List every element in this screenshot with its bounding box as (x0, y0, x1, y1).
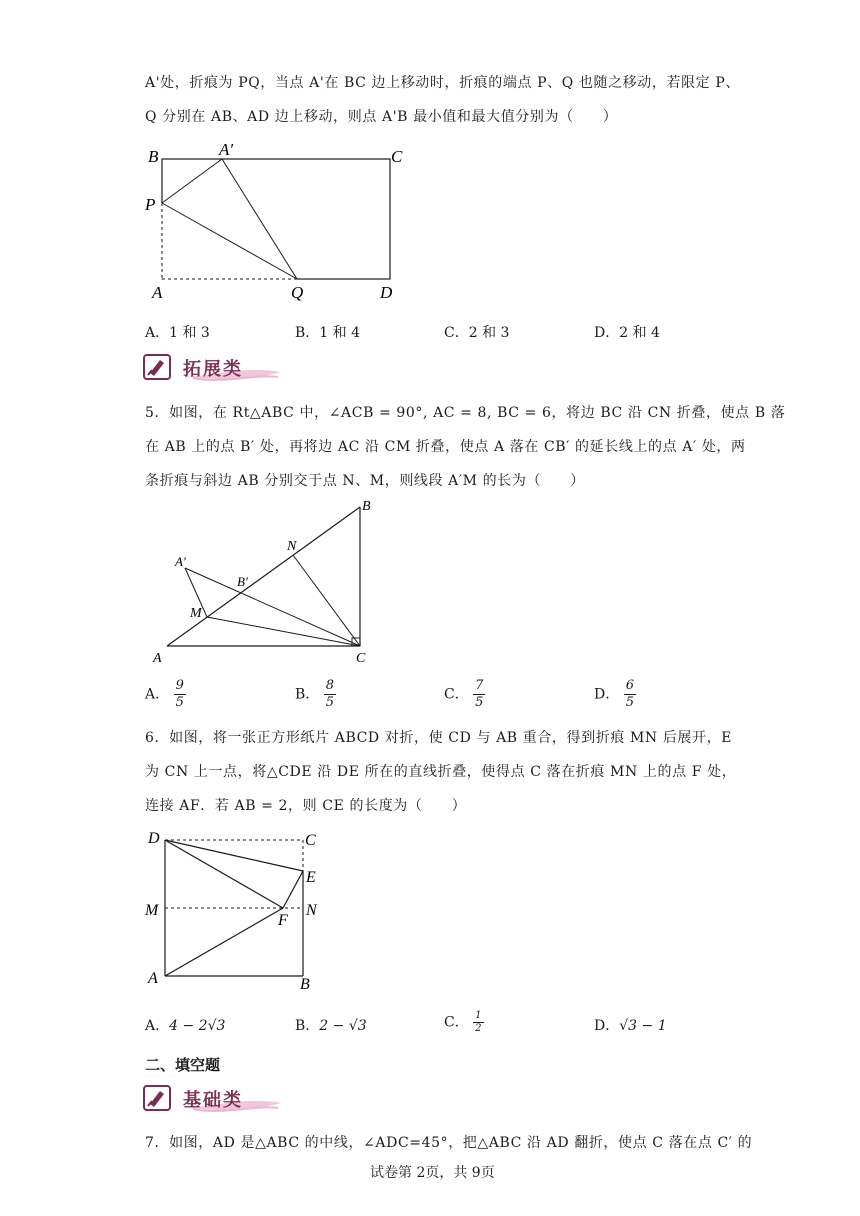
q5-text-line3: 条折痕与斜边 AB 分别交于点 N、M，则线段 A′M 的长为（ ） (145, 473, 585, 489)
q5-text-line1: 5．如图，在 Rt△ABC 中，∠ACB = 90°, AC = 8, BC = 6，将边 BC 沿 CN 折叠，使点 B 落 (145, 405, 786, 421)
pen-badge-icon (143, 354, 173, 384)
label-a: A (153, 651, 162, 666)
label-f: F (278, 912, 288, 929)
label-c: C (305, 832, 316, 849)
q4-figure (140, 140, 420, 305)
segment-df (165, 840, 283, 908)
q6-option-a: A．4 − 2√3 (145, 1018, 226, 1034)
q4-option-d: D．2 和 4 (594, 325, 660, 341)
segment-a-prime-q (222, 159, 297, 279)
label-a: A (152, 283, 163, 302)
q4-option-c: C．2 和 3 (444, 325, 510, 341)
label-b-prime: B′ (237, 574, 248, 589)
q5-option-c: C． $\frac{7}{5}$ (444, 678, 484, 710)
q6-figure (140, 826, 330, 996)
pen-badge-icon (143, 1085, 173, 1115)
section-banner-extension (143, 352, 283, 382)
q6-text-line3: 连接 AF．若 AB = 2，则 CE 的长度为（ ） (145, 798, 467, 814)
label-d: D (148, 830, 160, 847)
label-b: B (300, 976, 310, 993)
rectangle-abcd (162, 159, 390, 279)
segment-fe (283, 871, 303, 908)
fold-line-cn (293, 555, 360, 646)
q6-option-d: D．√3 − 1 (594, 1018, 667, 1034)
q5-option-b: B． $\frac{8}{5}$ (295, 678, 335, 710)
q5-text-line2: 在 AB 上的点 B′ 处，再将边 AC 沿 CM 折叠，使点 A 落在 CB′ 的延长线上的点 A′ 处，两 (145, 439, 746, 455)
section-heading: 二、填空题 (145, 1056, 221, 1074)
q7-text-line1: 7．如图，AD 是△ABC 的中线，∠ADC=45°，把△ABC 沿 AD 翻折，使点 C 落在点 C′ 的 (145, 1135, 753, 1151)
fold-line-pq (162, 203, 297, 279)
label-a-prime: A′ (175, 554, 186, 569)
label-d: D (380, 283, 393, 302)
label-a-prime: A′ (219, 140, 234, 159)
label-c: C (356, 651, 366, 666)
segment-pa-prime (162, 159, 222, 203)
label-n: N (306, 902, 317, 919)
q6-option-c: C． $\frac{1}{2}$ (444, 1010, 482, 1034)
label-e: E (306, 869, 316, 886)
label-p: P (145, 195, 156, 214)
q4-option-a: A．1 和 3 (145, 325, 210, 341)
q4-text-line1: A'处，折痕为 PQ，当点 A'在 BC 边上移动时，折痕的端点 P、Q 也随之移动，若限定 P、 (145, 75, 740, 91)
q6-text-line2: 为 CN 上一点，将△CDE 沿 DE 所在的直线折叠，使得点 C 落在折痕 MN 上的点 F 处， (145, 764, 737, 780)
label-q: Q (291, 283, 304, 302)
banner-label: 拓展类 (183, 359, 243, 380)
q6-text-line1: 6．如图，将一张正方形纸片 ABCD 对折，使 CD 与 AB 重合，得到折痕 MN 后展开，E (145, 730, 733, 746)
label-b: B (362, 499, 371, 514)
section-banner-basic (143, 1083, 283, 1113)
q5-option-a: A． $\frac{9}{5}$ (145, 678, 184, 710)
q4-option-b: B．1 和 4 (295, 325, 361, 341)
q6-option-b: B．2 − √3 (295, 1018, 367, 1034)
q4-text-line2: Q 分别在 AB、AD 边上移动，则点 A'B 最小值和最大值分别为（ ） (145, 109, 618, 125)
label-m: M (190, 606, 202, 621)
q5-figure (145, 495, 385, 670)
segment-a-prime-c (185, 568, 360, 646)
fold-line-cm (207, 617, 360, 646)
banner-label: 基础类 (183, 1090, 243, 1111)
label-b: B (148, 147, 159, 166)
segment-af (165, 908, 283, 976)
segment-ab (167, 507, 360, 646)
q5-option-d: D． $\frac{6}{5}$ (594, 678, 634, 710)
page-footer: 试卷第 2页，共 9页 (370, 1165, 495, 1181)
label-n: N (287, 539, 297, 554)
label-c: C (391, 147, 403, 166)
fold-line-de (165, 840, 303, 871)
label-m: M (145, 902, 159, 919)
label-a: A (148, 970, 158, 987)
